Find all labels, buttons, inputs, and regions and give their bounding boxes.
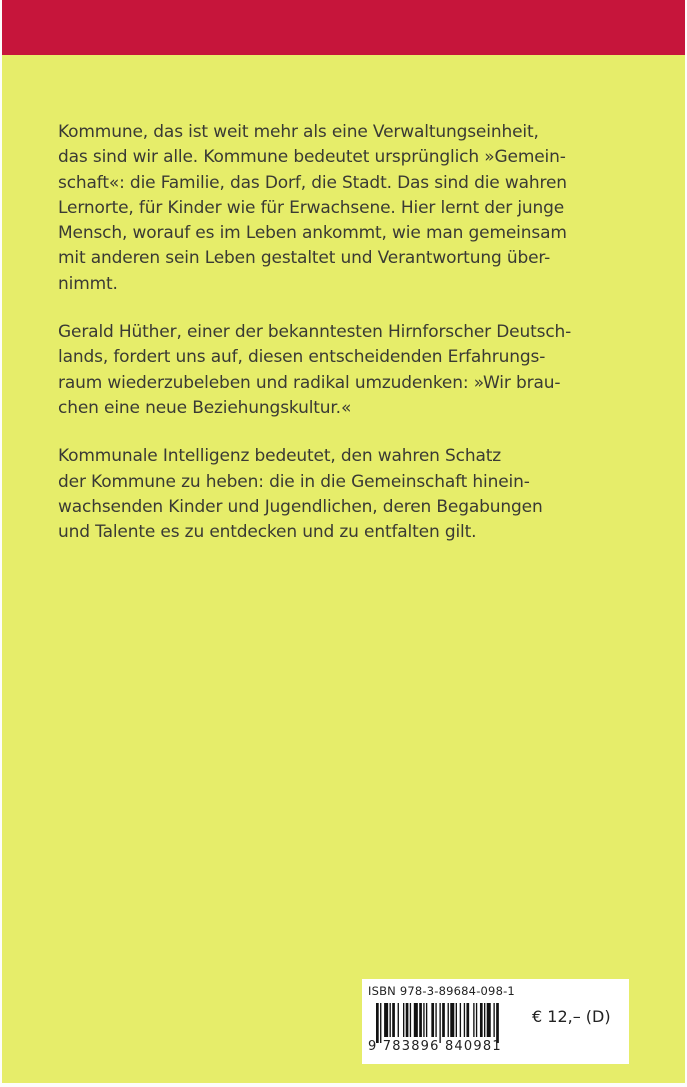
text-line: Gerald Hüther, einer der bekanntesten Hirnforscher Deutsch- <box>58 322 572 343</box>
text-line: chen eine neue Beziehungskultur.« <box>58 397 352 418</box>
barcode-bar <box>460 1003 461 1037</box>
barcode-bar <box>450 1003 454 1037</box>
barcode-bar <box>442 1003 445 1037</box>
isbn-text: ISBN 978-3-89684-098-1 <box>368 984 515 998</box>
text-line: der Kommune zu heben: die in die Gemeinschaft hinein- <box>58 471 530 492</box>
barcode-bar <box>380 1003 381 1043</box>
text-line: Kommunale Intelligenz bedeutet, den wahren Schatz <box>58 446 502 467</box>
barcode-bar <box>466 1003 469 1037</box>
text-line: Lernorte, für Kinder wie für Erwachsene. Hier lernt der junge <box>58 197 565 218</box>
text-line: Kommune, das ist weit mehr als eine Verwaltungseinheit, <box>58 122 539 142</box>
barcode-bar <box>439 1003 440 1043</box>
text-line: Mensch, worauf es im Leben ankommt, wie man gemeinsam <box>58 223 567 244</box>
barcode-bar <box>493 1003 494 1037</box>
barcode-bar <box>431 1003 434 1037</box>
barcode-digits: 9 783896 840981 <box>368 1039 502 1054</box>
barcode-bar <box>480 1003 483 1037</box>
text-line: nimmt. <box>58 273 118 294</box>
text-line: raum wiederzubeleben und radikal umzudenken: »Wir brau- <box>58 372 561 393</box>
text-line: lands, fordert uns auf, diesen entscheidenden Erfahrungs- <box>58 347 546 368</box>
barcode-bar <box>487 1003 491 1037</box>
text-line: schaft«: die Familie, das Dorf, die Stadt. Das sind die wahren <box>58 172 567 193</box>
blurb-paragraph-3 <box>58 444 618 545</box>
back-cover <box>2 0 685 1083</box>
barcode-bar <box>473 1003 474 1037</box>
barcode-label <box>362 979 629 1064</box>
barcode-bar <box>496 1003 499 1043</box>
barcode-bar <box>398 1003 399 1037</box>
barcode-bar <box>403 1003 404 1037</box>
barcode-bar <box>476 1003 477 1037</box>
barcode-bar <box>464 1003 465 1037</box>
text-line: wachsenden Kinder und Jugendlichen, deren Begabungen <box>58 496 543 517</box>
top-color-band <box>2 0 685 55</box>
price-label: € 12,– (D) <box>532 1007 611 1026</box>
barcode-bar <box>448 1003 449 1037</box>
barcode-bars <box>362 1003 522 1043</box>
blurb-paragraph-1 <box>58 120 618 297</box>
blurb-text <box>58 120 618 568</box>
barcode-bar <box>384 1003 388 1037</box>
text-line: und Talente es zu entdecken und zu entfalten gilt. <box>58 522 477 543</box>
blurb-paragraph-2 <box>58 320 618 421</box>
barcode-bar <box>419 1003 422 1037</box>
barcode-bar <box>414 1003 418 1037</box>
text-line: das sind wir alle. Kommune bedeutet ursprünglich »Gemein- <box>58 147 566 168</box>
barcode-bar <box>406 1003 409 1037</box>
text-line: mit anderen sein Leben gestaltet und Verantwortung über- <box>58 248 551 269</box>
barcode-bar <box>456 1003 457 1037</box>
barcode-bar <box>390 1003 391 1037</box>
barcode-bar <box>410 1003 411 1037</box>
barcode-bar <box>435 1003 436 1037</box>
barcode-bar <box>392 1003 395 1037</box>
barcode-bar <box>423 1003 424 1037</box>
barcode-bar <box>484 1003 485 1037</box>
barcode-bar <box>376 1003 379 1043</box>
barcode-bar <box>426 1003 427 1037</box>
